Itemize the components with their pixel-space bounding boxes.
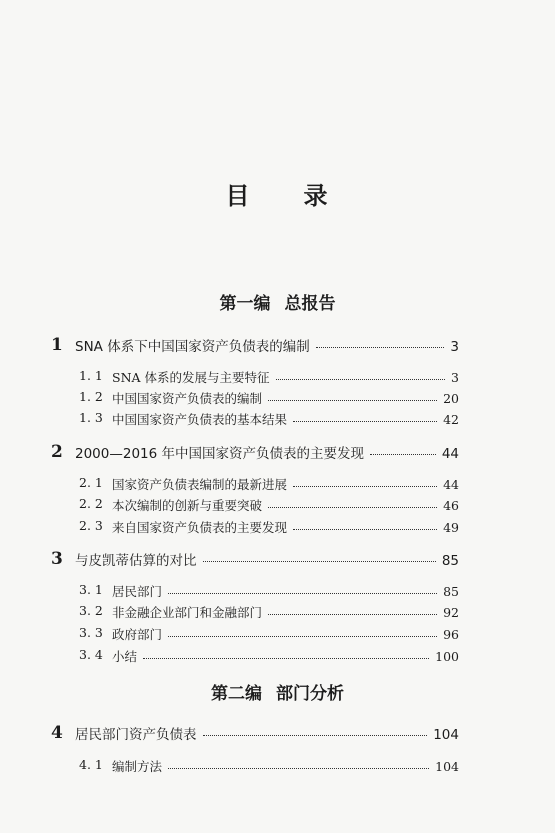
page-title: 目 录 [225, 181, 330, 210]
leader-dots [203, 561, 436, 562]
leader-dots [268, 400, 437, 401]
leader-dots [370, 454, 436, 455]
page-number: 100 [435, 649, 459, 664]
page-number: 104 [435, 759, 459, 774]
toc-section-1-1[interactable] [0, 368, 555, 388]
section-title: 本次编制的创新与重要突破 [112, 498, 263, 513]
toc-section-2-3[interactable] [0, 518, 555, 538]
leader-dots [268, 614, 437, 615]
page-number: 46 [443, 498, 459, 513]
section-title: 居民部门 [112, 584, 163, 599]
page-number: 96 [443, 627, 459, 642]
leader-dots [168, 593, 437, 594]
section-number: 2. 2 [79, 496, 103, 511]
leader-dots [293, 486, 437, 487]
section-title: 来自国家资产负债表的主要发现 [112, 520, 288, 535]
section-number: 1. 3 [79, 410, 103, 425]
page-number: 85 [441, 553, 459, 569]
chapter-number: 2 [51, 442, 63, 462]
chapter-number: 4 [51, 723, 63, 743]
section-title: 编制方法 [112, 759, 163, 774]
toc-section-3-3[interactable] [0, 625, 555, 645]
part-prefix: 第二编 [211, 684, 262, 704]
section-number: 4. 1 [79, 757, 103, 772]
toc-section-1-2[interactable] [0, 389, 555, 409]
chapter-title: 与皮凯蒂估算的对比 [75, 553, 197, 569]
toc-section-4-1[interactable] [0, 757, 555, 777]
leader-dots [143, 658, 429, 659]
section-number: 2. 1 [79, 475, 103, 490]
page-number: 44 [443, 477, 459, 492]
chapter-title: SNA 体系下中国国家资产负债表的编制 [75, 339, 310, 355]
chapter-title: 2000—2016 年中国国家资产负债表的主要发现 [75, 446, 365, 462]
section-number: 1. 2 [79, 389, 103, 404]
toc-chapter-4[interactable] [0, 723, 555, 743]
leader-dots [293, 529, 437, 530]
toc-chapter-1[interactable] [0, 335, 555, 355]
toc-chapter-3[interactable] [0, 549, 555, 569]
chapter-number: 3 [51, 549, 63, 569]
section-number: 3. 1 [79, 582, 103, 597]
page-number: 85 [443, 584, 459, 599]
toc-section-3-4[interactable] [0, 647, 555, 667]
section-number: 3. 2 [79, 603, 103, 618]
section-title: 中国国家资产负债表的基本结果 [112, 412, 288, 427]
chapter-number: 1 [51, 335, 63, 355]
leader-dots [293, 421, 437, 422]
section-title: 中国国家资产负债表的编制 [112, 391, 263, 406]
toc-section-2-1[interactable] [0, 475, 555, 495]
leader-dots [268, 507, 437, 508]
chapter-title: 居民部门资产负债表 [75, 727, 197, 743]
part-title-1 [0, 289, 555, 314]
section-title: 政府部门 [112, 627, 163, 642]
page-number: 44 [441, 446, 459, 462]
page-number: 49 [443, 520, 459, 535]
page-number: 42 [443, 412, 459, 427]
page-number: 3 [450, 339, 459, 355]
leader-dots [203, 735, 428, 736]
toc-chapter-2[interactable] [0, 442, 555, 462]
section-title: 小结 [112, 649, 138, 664]
toc-section-2-2[interactable] [0, 496, 555, 516]
page-number: 3 [451, 370, 459, 385]
leader-dots [168, 768, 429, 769]
toc-section-3-2[interactable] [0, 603, 555, 623]
toc-section-1-3[interactable] [0, 410, 555, 430]
page-number: 92 [443, 605, 459, 620]
section-title: SNA 体系的发展与主要特征 [112, 370, 270, 385]
page-number: 20 [443, 391, 459, 406]
part-prefix: 第一编 [219, 294, 271, 314]
toc-section-3-1[interactable] [0, 582, 555, 602]
part-title-2 [0, 679, 555, 704]
leader-dots [276, 379, 446, 380]
section-number: 3. 3 [79, 625, 103, 640]
section-title: 国家资产负债表编制的最新进展 [112, 477, 288, 492]
leader-dots [316, 347, 445, 348]
page-number: 104 [433, 727, 459, 743]
part-name: 总报告 [284, 294, 336, 314]
leader-dots [168, 636, 437, 637]
section-number: 3. 4 [79, 647, 103, 662]
section-number: 1. 1 [79, 368, 103, 383]
section-number: 2. 3 [79, 518, 103, 533]
section-title: 非金融企业部门和金融部门 [112, 605, 263, 620]
part-name: 部门分析 [276, 684, 344, 704]
